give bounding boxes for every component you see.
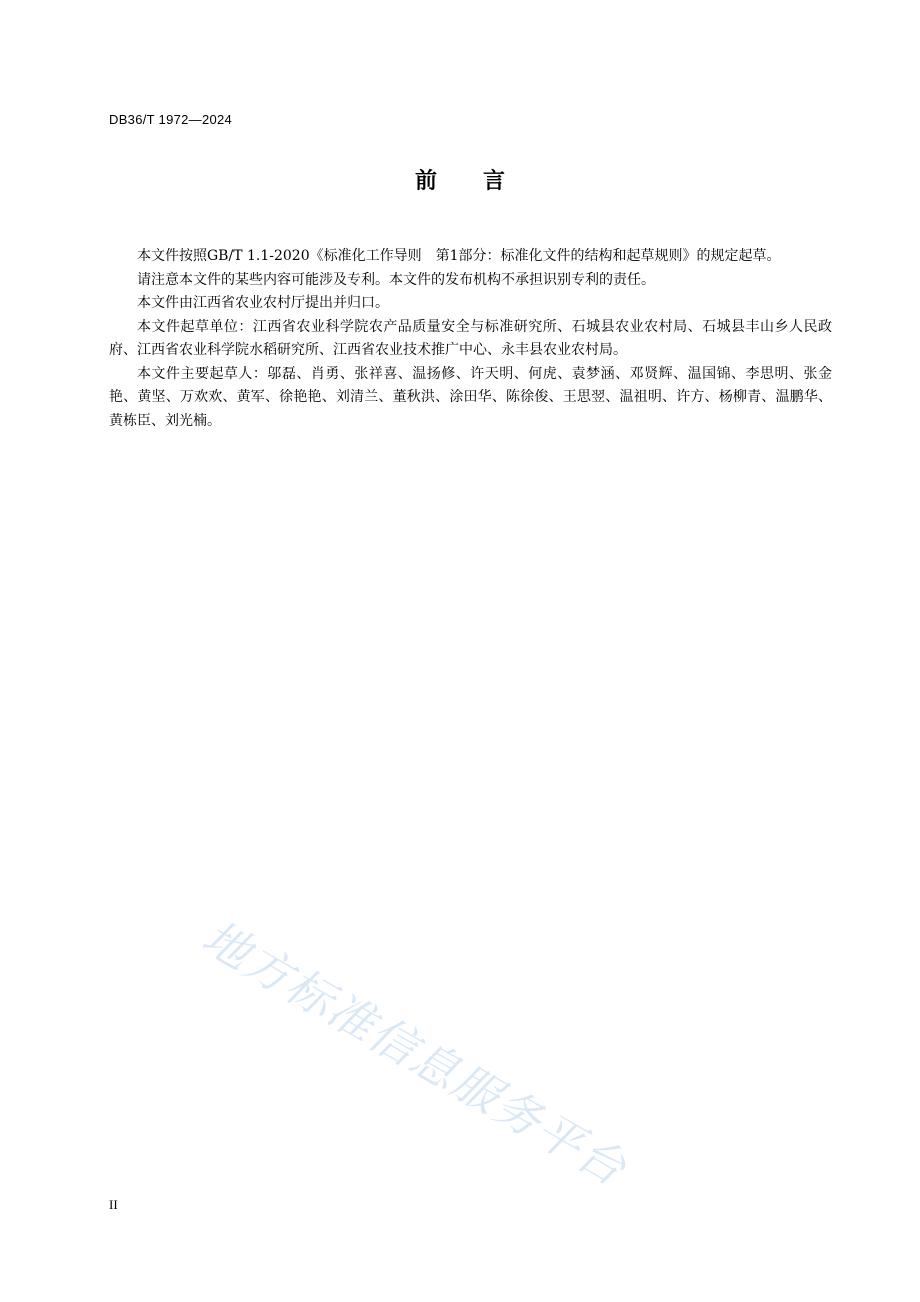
document-code: DB36/T 1972—2024 xyxy=(109,112,233,127)
paragraph-main-drafters: 本文件主要起草人：邬磊、肖勇、张祥喜、温扬修、许天明、何虎、袁梦涵、邓贤辉、温国锦、李思明、张金艳、黄坚、万欢欢、黄军、徐艳艳、刘清兰、董秋洪、涂田华、陈徐俊、王思翌、温祖明、许方、杨柳青、温鹏华、黄栋臣、刘光楠。 xyxy=(109,365,832,429)
paragraph-drafting-units: 本文件起草单位：江西省农业科学院农产品质量安全与标准研究所、石城县农业农村局、石城县丰山乡人民政府、江西省农业科学院水稻研究所、江西省农业技术推广中心、永丰县农业农村局。 xyxy=(109,318,832,358)
page-title: 前言 xyxy=(414,169,551,194)
foreword-body xyxy=(109,245,832,433)
watermark: 地方标准信息服务平台 xyxy=(193,909,637,1197)
paragraph-proposer: 本文件由江西省农业农村厅提出并归口。 xyxy=(137,295,389,311)
paragraph-patent-notice: 请注意本文件的某些内容可能涉及专利。本文件的发布机构不承担识别专利的责任。 xyxy=(137,271,655,288)
page-number: II xyxy=(109,1197,118,1212)
paragraph-standard-basis: 本文件按照GB/T 1.1-2020《标准化工作导则 第1部分：标准化文件的结构和起草规则》的规定起草。 xyxy=(137,248,781,264)
